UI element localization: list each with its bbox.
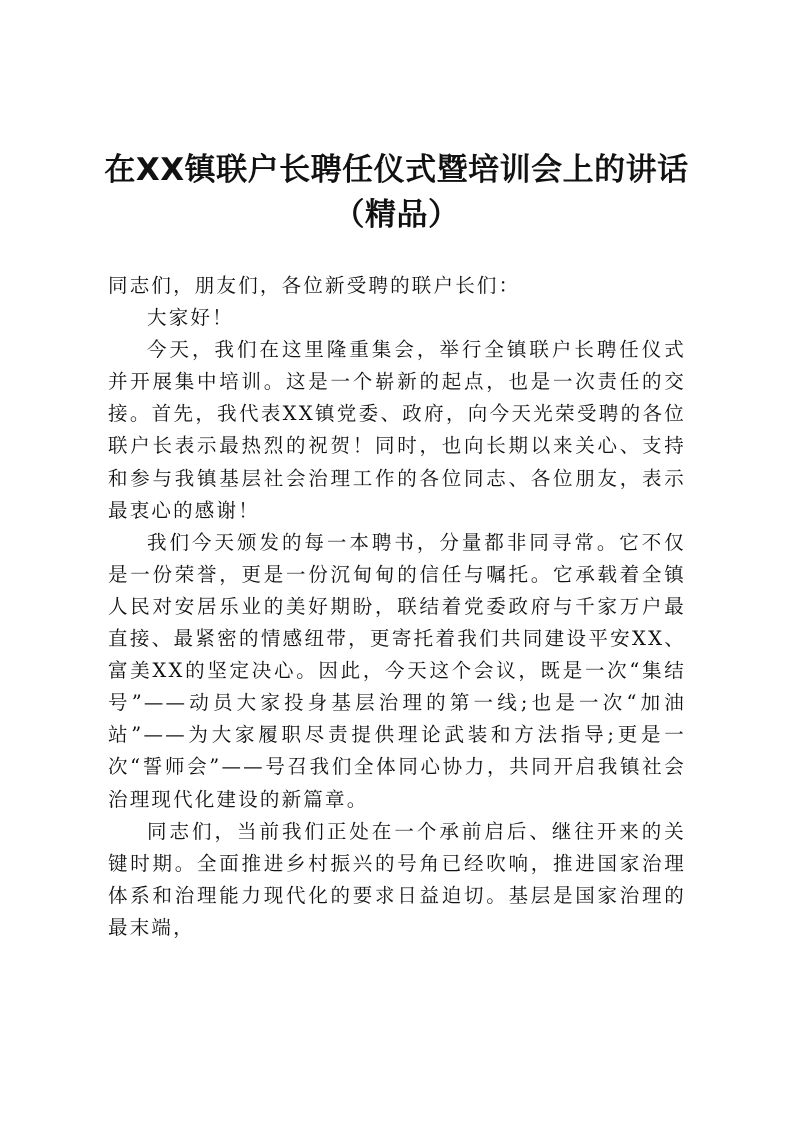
salutation: 同志们，朋友们，各位新受聘的联户长们：	[108, 274, 521, 297]
paragraph-3: 同志们，当前我们正处在一个承前启后、继往开来的关键时期。全面推进乡村振兴的号角已经吹响，推进国家治理体系和治理能力现代化的要求日益迫切。基层是国家治理的最末端，	[108, 819, 686, 939]
paragraph-2: 我们今天颁发的每一本聘书，分量都非同寻常。它不仅是一份荣誉，更是一份沉甸甸的信任与嘱托。它承载着全镇人民对安居乐业的美好期盼，联结着党委政府与千家万户最直接、最紧密的情感纽带，更寄托着我们共同建设平安XX、富美XX的坚定决心。因此，今天这个会议，既是一次“集结号”——动员大家投身基层治理的第一线;也是一次“加油站”——为大家履职尽责提供理论武装和方法指导;更是一次“誓师会”——号召我们全体同心协力，共同开启我镇社会治理现代化建设的新篇章。	[108, 530, 686, 811]
document-title: 在XX镇联户长聘任仪式暨培训会上的讲话（精品）	[104, 152, 689, 233]
paragraph-1: 今天，我们在这里隆重集会，举行全镇联户长聘任仪式并开展集中培训。这是一个崭新的起点，也是一次责任的交接。首先，我代表XX镇党委、政府，向今天光荣受聘的各位联户长表示最热烈的祝贺！同时，也向长期以来关心、支持和参与我镇基层社会治理工作的各位同志、各位朋友，表示最衷心的感谢！	[108, 338, 686, 522]
document-body	[108, 270, 686, 944]
greeting: 大家好！	[147, 306, 234, 330]
